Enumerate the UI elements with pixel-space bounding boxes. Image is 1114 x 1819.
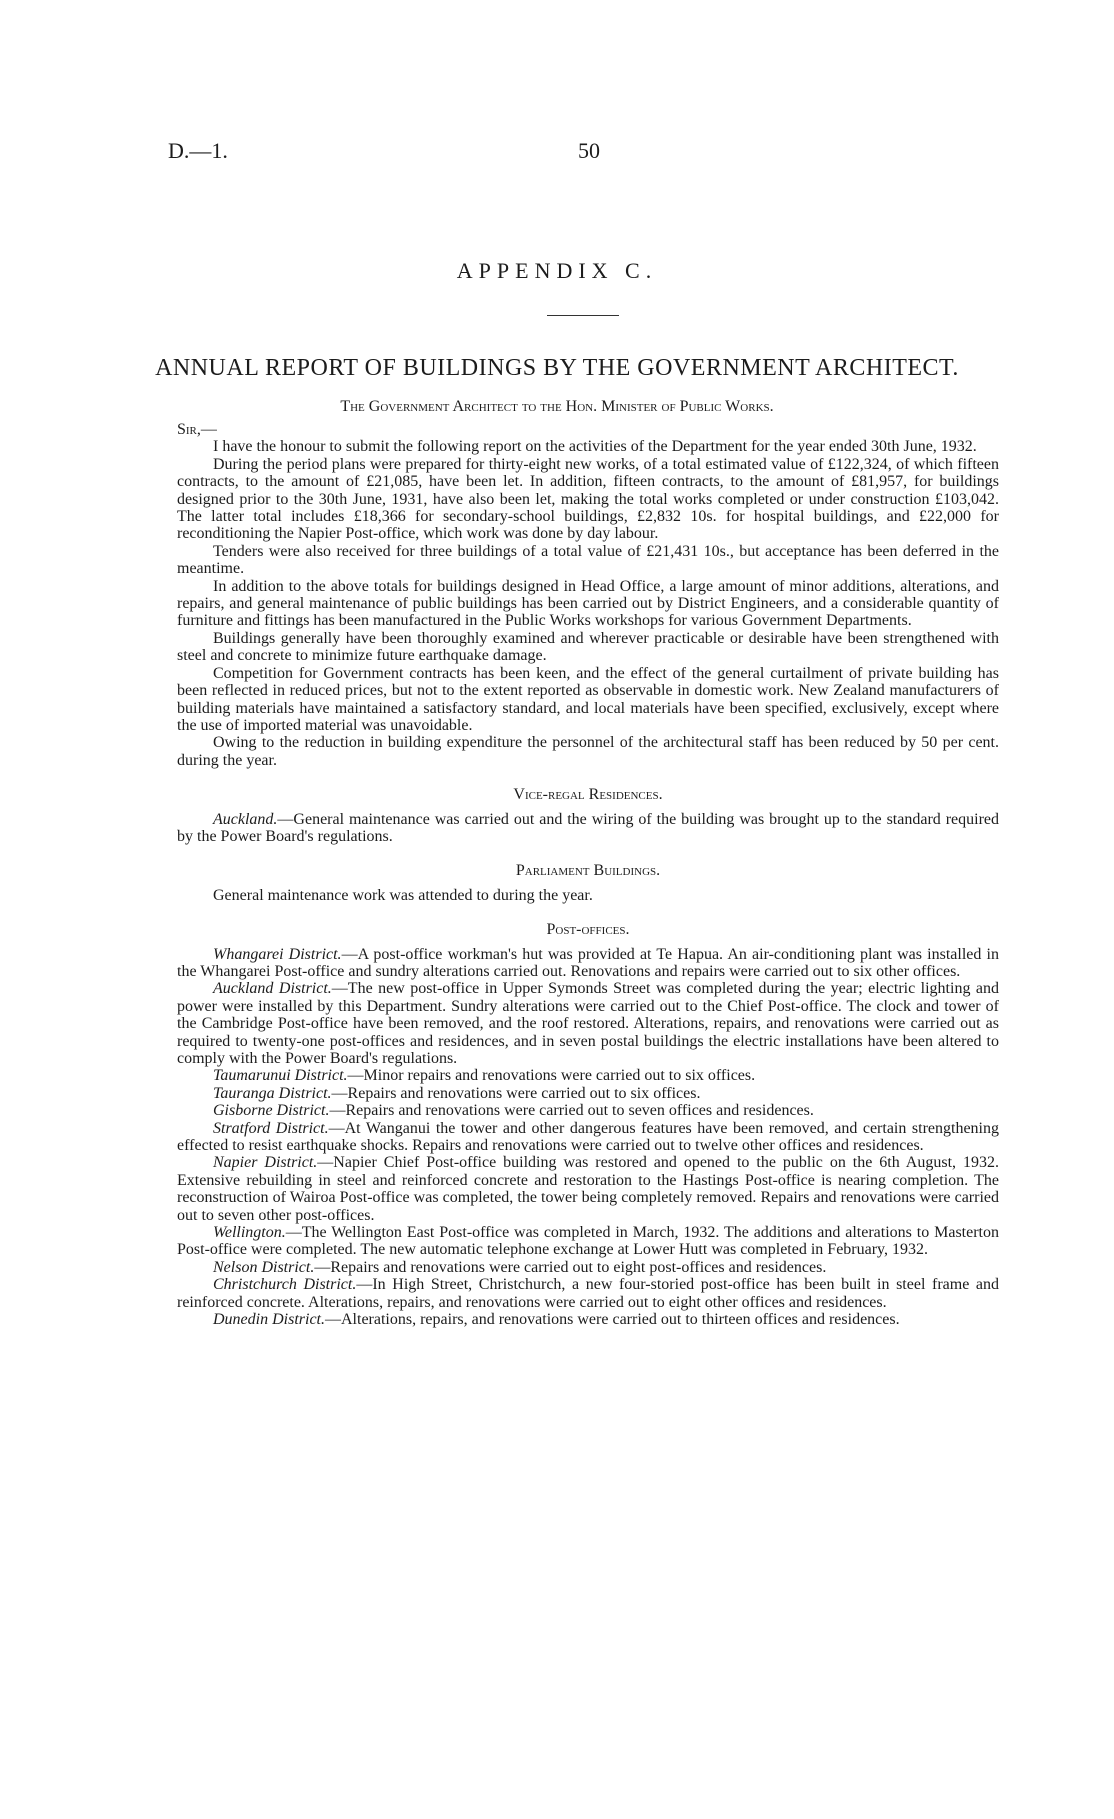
district-text: —Minor repairs and renovations were carried out to six offices. bbox=[347, 1067, 756, 1085]
district-name: Stratford District. bbox=[213, 1119, 329, 1137]
district-name: Whangarei District. bbox=[213, 945, 342, 963]
district-name: Auckland District. bbox=[213, 980, 332, 998]
district-text: —At Wanganui the tower and other dangerous features have been removed, and certain strengthening effected to resist earthquake shocks. Repairs and renovations were carried out to twelve other offices and residences. bbox=[177, 1119, 999, 1155]
district-name: Auckland. bbox=[213, 810, 278, 828]
intro-paragraph: Tenders were also received for three buildings of a total value of £21,431 10s., but acceptance has been deferred in the meantime. bbox=[177, 542, 999, 578]
district-paragraph bbox=[177, 980, 999, 1067]
district-name: Wellington. bbox=[213, 1224, 286, 1242]
district-paragraph bbox=[177, 946, 999, 981]
appendix-title: APPENDIX C. bbox=[456, 258, 658, 283]
district-name: Gisborne District. bbox=[213, 1102, 330, 1120]
district-paragraph bbox=[177, 1154, 999, 1224]
district-paragraph bbox=[177, 1259, 999, 1276]
intro-paragraph: Owing to the reduction in building expenditure the personnel of the architectural staff has been reduced by 50 per cent. during the year. bbox=[177, 734, 999, 769]
page-header bbox=[168, 138, 946, 168]
district-text: —In High Street, Christchurch, a new four-storied post-office has been built in steel frame and reinforced concrete. Alterations, repairs, and renovations were carried out to eight other offices and residences. bbox=[177, 1276, 999, 1311]
title-divider bbox=[547, 315, 619, 316]
parliament-paragraph: General maintenance work was attended to during the year. bbox=[213, 886, 593, 904]
intro-paragraph: Competition for Government contracts has been keen, and the effect of the general curtailment of private building has been reflected in reduced prices, but not to the extent reported as observable in domestic work. New Zealand manufacturers of building materials have maintained a satisfactory standard, and local materials have been specified, exclusively, except where the use of imported material was unavoidable. bbox=[177, 664, 999, 734]
district-text: —Napier Chief Post-office building was restored and opened to the public on the 6th August, 1932. Extensive rebuilding in steel and reinforced concrete and restoration to the Hastings Post-office is nearing completion. The reconstruction of Wairoa Post-office was completed, the tower being completely removed. Repairs and renovations were carried out to seven other post-offices. bbox=[177, 1154, 999, 1224]
district-text: —Repairs and renovations were carried out to seven offices and residences. bbox=[329, 1102, 814, 1120]
district-text: —Repairs and renovations were carried out to eight post-offices and residences. bbox=[314, 1258, 827, 1276]
section-heading-vice-regal: Vice-regal Residences. bbox=[513, 786, 663, 804]
district-paragraph bbox=[177, 1276, 999, 1311]
district-name: Napier District. bbox=[213, 1154, 318, 1172]
report-title: ANNUAL REPORT OF BUILDINGS BY THE GOVERNMENT ARCHITECT. bbox=[155, 355, 959, 381]
district-paragraph bbox=[177, 1085, 999, 1102]
district-paragraph bbox=[177, 1067, 999, 1084]
district-text: —Alterations, repairs, and renovations were carried out to thirteen offices and residences. bbox=[325, 1311, 900, 1329]
district-name: Taumarunui District. bbox=[213, 1067, 348, 1085]
section-heading-post-offices: Post-offices. bbox=[546, 921, 630, 939]
district-name: Tauranga District. bbox=[213, 1084, 332, 1102]
intro-paragraph: In addition to the above totals for buildings designed in Head Office, a large amount of minor additions, alterations, and repairs, and general maintenance of public buildings has been carried out by District Engineers, and a considerable quantity of furniture and fittings has been manufactured in the Public Works workshops for various Government Departments. bbox=[177, 577, 999, 630]
salutation: Sir,— bbox=[177, 421, 217, 438]
district-text: —The Wellington East Post-office was completed in March, 1932. The additions and alterations to Masterton Post-office were completed. The new automatic telephone exchange at Lower Hutt was completed in February, 1932. bbox=[177, 1224, 999, 1259]
district-paragraph bbox=[177, 1120, 999, 1155]
district-text: —Repairs and renovations were carried out to six offices. bbox=[331, 1084, 701, 1102]
district-paragraph bbox=[177, 1311, 999, 1328]
section-heading-parliament: Parliament Buildings. bbox=[515, 862, 661, 880]
district-paragraph bbox=[177, 1102, 999, 1119]
vice-regal-paragraph bbox=[177, 811, 999, 846]
district-text: —A post-office workman's hut was provided at Te Hapua. An air-conditioning plant was installed in the Whangarei Post-office and sundry alterations carried out. Renovations and repairs were carried out to six other offices. bbox=[177, 945, 999, 980]
intro-paragraph: I have the honour to submit the following report on the activities of the Department for the year ended 30th June, 1932. bbox=[213, 438, 977, 456]
district-name: Dunedin District. bbox=[213, 1311, 325, 1329]
district-name: Nelson District. bbox=[213, 1258, 315, 1276]
intro-paragraph: Buildings generally have been thoroughly examined and wherever practicable or desirable have been strengthened with steel and concrete to minimize future earthquake damage. bbox=[177, 629, 999, 665]
address-line: The Government Architect to the Hon. Minister of Public Works. bbox=[340, 398, 774, 415]
district-text: —General maintenance was carried out and the wiring of the building was brought up to the standard required by the Power Board's regulations. bbox=[177, 810, 999, 845]
district-name: Christchurch District. bbox=[213, 1276, 357, 1294]
district-text: —The new post-office in Upper Symonds Street was completed during the year; electric lighting and power were installed by this Department. Sundry alterations were carried out to the Chief Post-office. The clock and tower of the Cambridge Post-office have been removed, and the roof restored. Alterations, repairs, and renovations were carried out as required to twenty-one post-offices and residences, and in seven postal buildings the electric installations have been altered to comply with the Power Board's regulations. bbox=[177, 980, 1000, 1067]
report-body bbox=[177, 421, 999, 1329]
document-reference: D.—1. bbox=[168, 138, 228, 163]
district-paragraph bbox=[177, 1224, 999, 1259]
page-number: 50 bbox=[578, 138, 600, 163]
intro-paragraph: During the period plans were prepared for thirty-eight new works, of a total estimated value of £122,324, of which fifteen contracts, to the amount of £21,085, have been let. In addition, fifteen contracts, to the amount of £81,957, for buildings designed prior to the 30th June, 1931, have also been let, making the total works completed or under construction £103,042. The latter total includes £18,366 for secondary-school buildings, £2,832 10s. for hospital buildings, and £22,000 for reconditioning the Napier Post-office, which work was done by day labour. bbox=[177, 455, 999, 543]
